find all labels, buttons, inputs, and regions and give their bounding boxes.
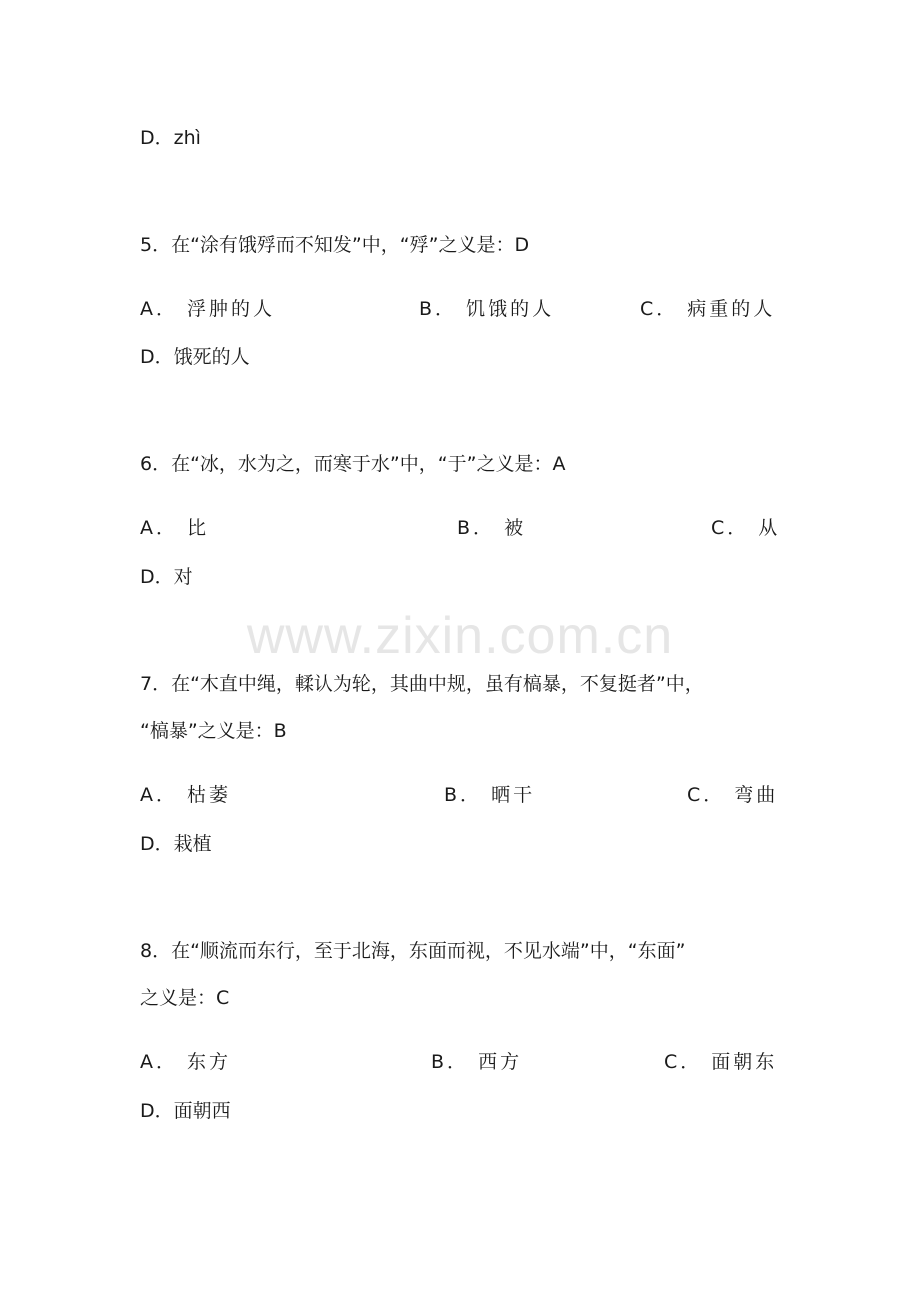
q5-option-d: D．饿死的人 bbox=[140, 346, 250, 368]
q8-option-b: B． 西方 bbox=[431, 1051, 523, 1073]
q4-option-d: D．zhì bbox=[140, 127, 201, 149]
q6-option-c: C． 从 bbox=[711, 517, 781, 539]
q6-option-d: D．对 bbox=[140, 566, 193, 588]
q6-stem: 6．在“冰，水为之，而寒于水”中，“于”之义是：A bbox=[140, 453, 566, 475]
q5-option-c: C． 病重的人 bbox=[640, 298, 776, 320]
q8-option-d: D．面朝西 bbox=[140, 1100, 231, 1122]
q7-option-c: C． 弯曲 bbox=[687, 784, 779, 806]
q6-option-a: A． 比 bbox=[140, 517, 210, 539]
q7-stem-line1: 7．在“木直中绳，輮认为轮，其曲中规，虽有槁暴，不复挺者”中， bbox=[140, 673, 704, 695]
q5-option-b: B． 饥饿的人 bbox=[419, 298, 555, 320]
q7-option-a: A． 枯萎 bbox=[140, 784, 232, 806]
q7-option-d: D．栽植 bbox=[140, 833, 212, 855]
q6-option-b: B． 被 bbox=[457, 517, 527, 539]
q7-stem-line2: “槁暴”之义是：B bbox=[140, 720, 287, 742]
q5-stem: 5．在“涂有饿殍而不知发”中，“殍”之义是：D bbox=[140, 234, 530, 256]
q8-option-c: C． 面朝东 bbox=[664, 1051, 778, 1073]
q8-option-a: A． 东方 bbox=[140, 1051, 232, 1073]
watermark: www.zixin.com.cn bbox=[246, 607, 674, 665]
q7-option-b: B． 晒干 bbox=[444, 784, 536, 806]
q8-stem-line2: 之义是：C bbox=[140, 987, 230, 1009]
q8-stem-line1: 8．在“顺流而东行，至于北海，东面而视，不见水端”中，“东面” bbox=[140, 940, 686, 962]
q5-option-a: A． 浮肿的人 bbox=[140, 298, 276, 320]
